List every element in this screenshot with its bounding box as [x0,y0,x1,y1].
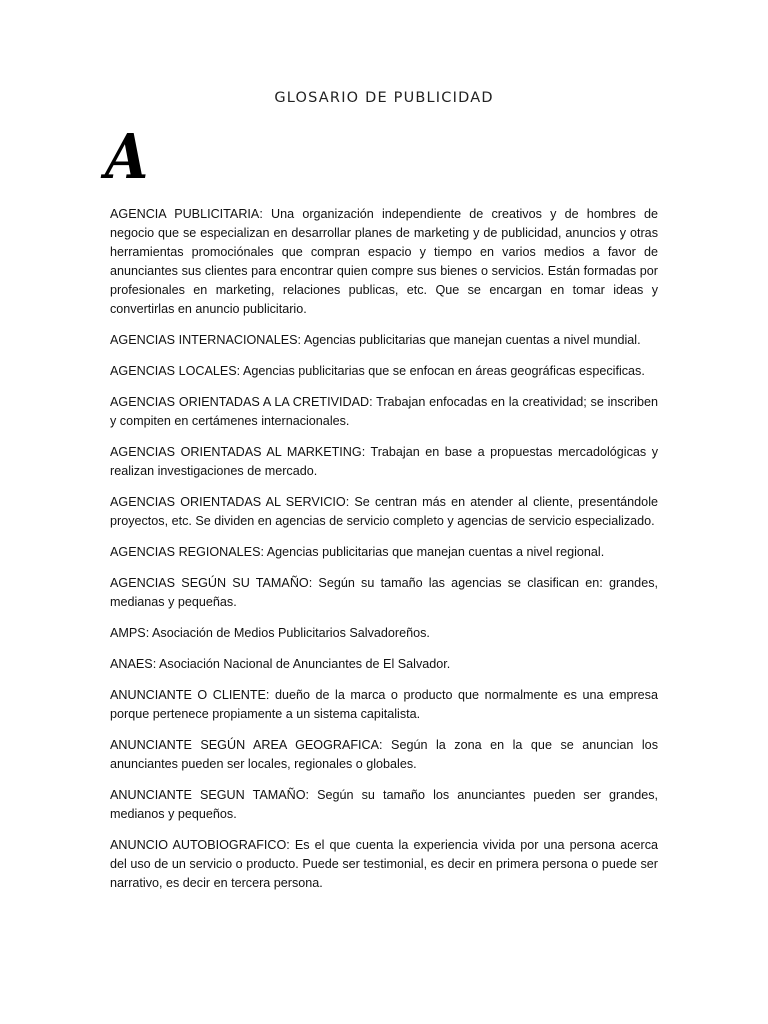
entry-definition: dueño de la marca o producto que normalmente es una empresa porque pertenece propiamente a un sistema capitalista. [110,688,658,721]
entry-term: AGENCIAS ORIENTADAS A LA CRETIVIDAD: [110,395,373,409]
glossary-entries [110,205,658,905]
entry-term: ANAES: [110,657,157,671]
glossary-entry [110,443,658,481]
entry-term: AGENCIAS LOCALES: [110,364,241,378]
entry-definition: Es el que cuenta la experiencia vivida por una persona acerca del uso de un servicio o producto. Puede ser testimonial, es decir en primera persona o puede ser narrativo, es decir en tercera persona. [110,838,658,890]
glossary-entry [110,574,658,612]
entry-term: AMPS: [110,626,150,640]
entry-definition: Según la zona en la que se anuncian los anunciantes pueden ser locales, regionales o globales. [110,738,658,771]
glossary-entry [110,624,658,643]
entry-definition: Trabajan en base a propuestas mercadológicas y realizan investigaciones de mercado. [110,445,658,478]
entry-definition: Según su tamaño los anunciantes pueden ser grandes, medianos y pequeños. [110,788,659,821]
entry-term: ANUNCIANTE SEGUN TAMAÑO: [110,788,310,802]
entry-term: AGENCIAS SEGÚN SU TAMAÑO: [110,576,313,590]
entry-term: AGENCIAS INTERNACIONALES: [110,333,302,347]
glossary-entry [110,362,658,381]
page-title: GLOSARIO DE PUBLICIDAD [274,90,494,106]
glossary-entry [110,786,658,824]
entry-term: ANUNCIO AUTOBIOGRAFICO: [110,838,290,852]
entry-term: ANUNCIANTE SEGÚN AREA GEOGRAFICA: [110,738,383,752]
glossary-entry [110,331,658,350]
entry-definition: Agencias publicitarias que manejan cuentas a nivel regional. [263,545,605,559]
entry-definition: Agencias publicitarias que se enfocan en áreas geográficas especificas. [240,364,645,378]
entry-term: ANUNCIANTE O CLIENTE: [110,688,270,702]
entry-term: AGENCIAS REGIONALES: [110,545,264,559]
entry-definition: Asociación de Medios Publicitarios Salvadoreños. [149,626,430,640]
section-letter: A [105,120,149,193]
glossary-entry [110,686,658,724]
glossary-entry [110,393,658,431]
glossary-entry [110,205,658,319]
glossary-entry [110,655,658,674]
entry-term: AGENCIAS ORIENTADAS AL MARKETING: [110,445,366,459]
glossary-entry [110,836,658,893]
entry-definition: Trabajan enfocadas en la creatividad; se inscriben y compiten en certámenes internacionales. [110,395,658,428]
entry-definition: Según su tamaño las agencias se clasifican en: grandes, medianas y pequeñas. [110,576,658,609]
entry-definition: Una organización independiente de creativos y de hombres de negocio que se especializan en desarrollar planes de marketing y de publicidad, anuncios y otras herramientas promociónales que compran espacio y tiempo en varios medios a favor de anunciantes sus clientes para encontrar quien compre sus bienes o servicios. Están formadas por profesionales en marketing, relaciones publicas, etc. Que se encargan en tomar ideas y convertirlas en anuncio publicitario. [110,207,658,316]
entry-definition: Agencias publicitarias que manejan cuentas a nivel mundial. [301,333,641,347]
entry-definition: Asociación Nacional de Anunciantes de El Salvador. [156,657,451,671]
entry-term: AGENCIA PUBLICITARIA: [110,207,263,221]
entry-term: AGENCIAS ORIENTADAS AL SERVICIO: [110,495,350,509]
glossary-entry [110,736,658,774]
entry-definition: Se centran más en atender al cliente, presentándole proyectos, etc. Se dividen en agencias de servicio completo y agencias de servicio especializado. [110,495,658,528]
glossary-entry [110,493,658,531]
glossary-entry [110,543,658,562]
